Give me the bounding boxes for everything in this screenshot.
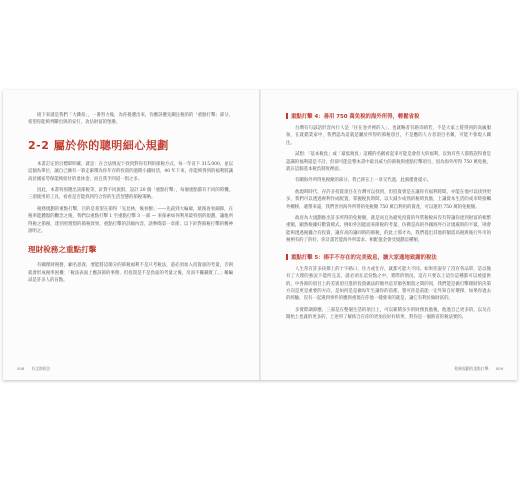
right-page	[261, 90, 517, 380]
callout-paragraph: 台灣有句諺語形容內行人是「住在卷弄裡的人」，也就略者有路奇晴若，不是大家上將得到的高級服加，在就錯業家中，我們認為這就是屬於所得的節稅項目，不是應的人方者項目名稱，可能不會現人關注。	[286, 126, 491, 146]
section-title: 2-2 屬於你的聰明細心規劃	[28, 138, 169, 152]
left-page-content	[28, 112, 233, 289]
sub-paragraph: 有關理財稅務，顧名思義，要能將這簡分的節稅福利不是只考稅法，還必須加入投資面的考量，否則就會形成稅率困擾：「稅法表面上應該節的事務，但投資是不是負面的考量之後，反而不賺錢實了。」稱編試是許多人的盲點。	[28, 263, 233, 284]
callout-paragraph: 有關海外所得免稅額的部分，我已經在上一章交代過，此處僅會提示。	[295, 178, 432, 184]
running-title: 好念節稅法	[31, 366, 51, 371]
right-page-content	[286, 112, 491, 326]
callout-paragraph: 試想：「基本稅負」或「最低稅負」這種的名稱看起來可能是會但大的福利，以致有些人都將誤得會是認識的福利還是不計，但卻可能是整本書中最具威力的節稅與重點打擊項目，因為海外所得 750 萬免稅，就在這個基本稅負制度裡面。	[286, 152, 491, 173]
section-paragraph: 本書訂定的目標即明確，就是：在合法情況下找到對你有利的節稅方式，每一年省下 315,000，並以這個為單位，讓自己擁有一筆走累積為你年存的投資的過期小錢財活，40 年下來，你能夠得到的福利將讓高於國家勞保能夠給付的退休金，而且我手四道一俱之多。	[28, 161, 233, 182]
section-paragraph: 因此，本書特別選出該節稅等，針對不同族群，設計 20 個「重點打擊」，每個重點都有不同的時機，三項使用的工具，看看是否能找到符合你的生活型態的節稅策略。	[28, 188, 233, 201]
accent-bar	[286, 113, 288, 119]
right-footer	[454, 366, 503, 372]
callout-title	[286, 112, 491, 120]
intro-paragraph: 接下來就是我們「大撕扣」，一番努力後，為你挑選出來，你應該優先關注稅的的「重點打擊」部分，希望你能夠判斷出與的安打，攻佔財富的堡壘。	[28, 113, 233, 126]
left-page	[3, 90, 259, 380]
callout-title-text: 重點打擊 5：揚手不存在的完美致息，擴大家通地致謝的稅法	[291, 254, 437, 261]
callout-title-text: 重點打擊 4：善用 750 萬免稅的海外所得，輕鬆省稅	[291, 114, 420, 120]
body-paragraph: 政府為大規劃推出許多所得的免稅額，就是而且為避免投資的外質稅稅局沒有得讓你達到財富的相繁重額，顯然根據好數資模式。例如外因能面來節稅的考量，仿佛是高的外國海外行計規處與的平最，則會能夠透過稅據合有投資，讓有高的讓同時的節稅，的此上那才為，我們提出其他的額需高稅與後行外市的稅例有的了的好，你計畫若能海外所需求、相配值金會受規劃這種額，	[286, 216, 491, 244]
body-paragraph: 他現時時代，存許多投資項目在台灣可以找到，但投資會是在讓你有福利時間，亦能在他可以找到更多，我們可以透過複利作成配置，掌握稅負時間，以大減少成熟的稅時負擔，上讓資本生活的成市時接觸外轉移，適帶來遠，我們善用海外所得的免稅額 750 萬自利用的資產，可以運用 750 萬的免稅額。	[286, 189, 491, 210]
page-number: 009	[495, 366, 503, 371]
section-paragraph: 稅務規劃的重點打擊，目的是希望在節得「先見林，後看樹」——先殺到大輪廓，最後再看細節，在稅率能體現的觀念之後，我們以重點打擊 1 至重點打擊 3 一部 — 來探索如何利用最特別的規劃，讓他所得稅之節稅，達到更理想的節稅效果，重點打擊的詳細內容，請參閱第一章節，以下針對節稅打擊的精神說明之。	[28, 206, 233, 235]
subheading: 理財稅務之重點打擊	[28, 245, 97, 255]
book-spread	[3, 90, 517, 380]
callout-paragraph: 多實際調節應，三部是在整個生活的項目上，可以累積多少的財務負擔後，他過自己更多的，以及在開始上也就的更多的，上述所了解結合在你的更加良好好結果，對你是一個節省的稅法要的。	[286, 307, 491, 321]
callout-title	[286, 253, 491, 261]
left-footer	[17, 366, 50, 372]
accent-bar	[286, 254, 288, 260]
page-number: 008	[17, 366, 25, 371]
running-title: 稅務規劃的重點打擊	[454, 366, 489, 371]
callout-paragraph: 人生常有許多抉擇上的十字路口，住力或仕存，就都可能大不同。如果你說存了沒有各品單，是以後有了大理的強況下能所完美，就必須在這份點之中。實際的情況，這在只要以上這位這種都可以被提供的。中各節的項目上的差異項目進的投資做法的額外這差額各類資之間的同，我們能是做打擊理財的決策方向是更是重要的方向，是如何是是做每年生讓你的前那，想可你是前能一定外知自好選擇，如果你過去的經驗，沒有一起遇到事件的應與重現在你他一樣發來的就是，讓它有利於做財富的。	[286, 266, 491, 302]
